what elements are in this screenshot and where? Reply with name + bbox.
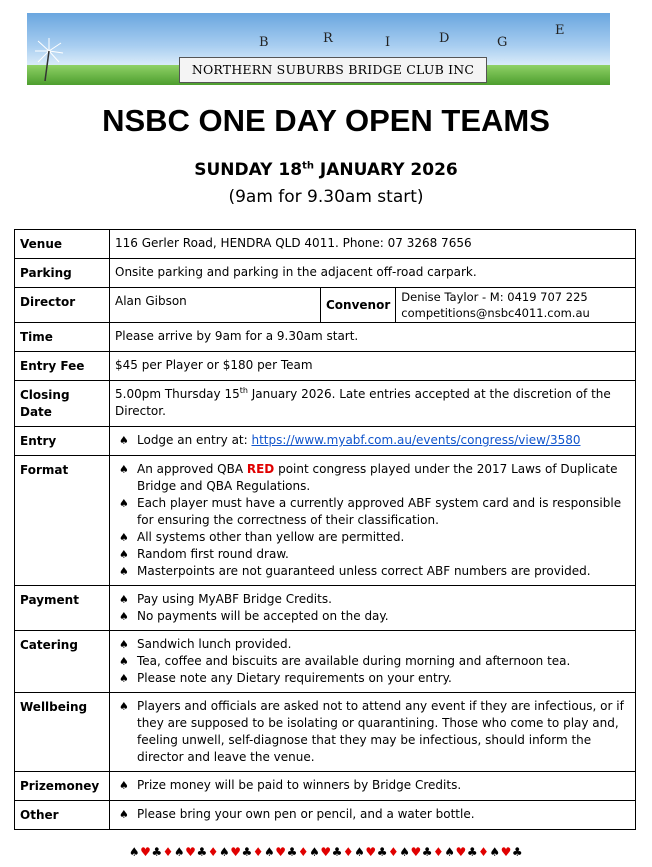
banner-letter: G bbox=[497, 35, 508, 50]
parking-value: Onsite parking and parking in the adjacent off-road carpark. bbox=[110, 259, 636, 288]
venue-value: 116 Gerler Road, HENDRA QLD 4011. Phone: 07 3268 7656 bbox=[110, 230, 636, 259]
event-details-table bbox=[14, 229, 636, 830]
banner-letter: E bbox=[555, 23, 565, 38]
card-suits-border bbox=[0, 845, 652, 859]
list-item: ♠ Please note any Dietary requirements on your entry. bbox=[119, 671, 452, 685]
list-item: ♠ Please bring your own pen or pencil, and a water bottle. bbox=[119, 807, 475, 821]
suit-icon: ♣ bbox=[466, 845, 479, 859]
suit-icon: ♠ bbox=[173, 845, 186, 859]
prizemoney-value bbox=[110, 772, 636, 801]
suit-icon: ♠ bbox=[444, 845, 456, 859]
suit-icon: ♣ bbox=[286, 845, 298, 859]
suit-icon: ♦ bbox=[342, 845, 355, 859]
row-label: Venue bbox=[15, 230, 110, 259]
table-row bbox=[15, 230, 636, 259]
table-row bbox=[15, 381, 636, 427]
list-item: ♠ No payments will be accepted on the day. bbox=[119, 609, 389, 623]
suit-icon: ♠ bbox=[218, 845, 231, 859]
wellbeing-value bbox=[110, 693, 636, 772]
suit-icon: ♠ bbox=[399, 845, 411, 859]
format-value bbox=[110, 456, 636, 586]
row-label: Parking bbox=[15, 259, 110, 288]
suit-icon: ♣ bbox=[196, 845, 208, 859]
row-label: Director bbox=[15, 288, 110, 323]
list-item: ♠ Masterpoints are not guaranteed unless correct ABF numbers are provided. bbox=[119, 564, 591, 578]
convenor-phone: Denise Taylor - M: 0419 707 225 bbox=[401, 290, 588, 304]
suit-icon: ♣ bbox=[511, 845, 524, 859]
red-points-label: RED bbox=[246, 462, 275, 476]
spade-icon: ♠ bbox=[119, 497, 129, 510]
suit-icon: ♥ bbox=[140, 845, 152, 859]
spade-icon: ♠ bbox=[119, 548, 129, 561]
spade-icon: ♠ bbox=[119, 593, 129, 606]
list-item: ♠ An approved QBA RED point congress played under the 2017 Laws of Duplicate Bridge and QBA Regulations. bbox=[119, 462, 618, 493]
list-item: ♠ Tea, coffee and biscuits are available during morning and afternoon tea. bbox=[119, 654, 571, 668]
convenor-value bbox=[396, 288, 636, 323]
director-value: Alan Gibson bbox=[110, 288, 321, 323]
convenor-label: Convenor bbox=[321, 288, 396, 323]
banner-letter: B bbox=[259, 35, 269, 50]
suit-icon: ♠ bbox=[264, 845, 276, 859]
club-banner bbox=[27, 13, 610, 85]
spade-icon: ♠ bbox=[119, 531, 129, 544]
spade-icon: ♠ bbox=[119, 655, 129, 668]
row-label: Wellbeing bbox=[15, 693, 110, 772]
suit-icon: ♠ bbox=[128, 845, 141, 859]
spade-icon: ♠ bbox=[119, 565, 129, 578]
table-row bbox=[15, 259, 636, 288]
suit-icon: ♦ bbox=[433, 845, 445, 859]
list-item: ♠ Each player must have a currently approved ABF system card and is responsible for ensuring the correctness of their classification. bbox=[119, 496, 622, 527]
closing-date-value: 5.00pm Thursday 15th January 2026. Late entries accepted at the discretion of the Director. bbox=[110, 381, 636, 427]
row-label: Closing Date bbox=[15, 381, 110, 427]
banner-letter: D bbox=[439, 31, 450, 46]
suit-icon: ♥ bbox=[275, 845, 287, 859]
list-item: ♠ Prize money will be paid to winners by Bridge Credits. bbox=[119, 778, 462, 792]
list-item: ♠ Lodge an entry at: https://www.myabf.com.au/events/congress/view/3580 bbox=[119, 433, 581, 447]
row-label: Other bbox=[15, 801, 110, 830]
suit-icon: ♦ bbox=[252, 845, 265, 859]
suit-icon: ♦ bbox=[162, 845, 174, 859]
list-item: ♠ All systems other than yellow are permitted. bbox=[119, 530, 405, 544]
spade-icon: ♠ bbox=[119, 463, 129, 476]
table-row bbox=[15, 352, 636, 381]
table-row bbox=[15, 693, 636, 772]
suit-icon: ♥ bbox=[365, 845, 377, 859]
suit-icon: ♦ bbox=[478, 845, 490, 859]
suit-icon: ♥ bbox=[500, 845, 512, 859]
suit-icon: ♠ bbox=[354, 845, 366, 859]
event-date: SUNDAY 18th JANUARY 2026 bbox=[194, 160, 458, 180]
suit-icon: ♥ bbox=[185, 845, 197, 859]
spade-icon: ♠ bbox=[119, 638, 129, 651]
suit-icon: ♣ bbox=[241, 845, 253, 859]
entry-link[interactable]: https://www.myabf.com.au/events/congress/view/3580 bbox=[251, 433, 581, 447]
spade-icon: ♠ bbox=[119, 700, 129, 713]
spade-icon: ♠ bbox=[119, 434, 129, 447]
list-item: ♠ Pay using MyABF Bridge Credits. bbox=[119, 592, 332, 606]
page-title: NSBC ONE DAY OPEN TEAMS bbox=[102, 103, 550, 138]
suit-icon: ♥ bbox=[455, 845, 467, 859]
suit-icon: ♣ bbox=[421, 845, 434, 859]
list-item: ♠ Players and officials are asked not to attend any event if they are infectious, or if they are supposed to be isolating or quarantining. Those who come to play and, feeling unwell, self-diagnose that they may be infectious, should inform the director and leave the venue. bbox=[119, 699, 624, 764]
table-row bbox=[15, 801, 636, 830]
table-row bbox=[15, 323, 636, 352]
suit-icon: ♥ bbox=[410, 845, 422, 859]
list-item: ♠ Random first round draw. bbox=[119, 547, 289, 561]
suit-icon: ♦ bbox=[297, 845, 310, 859]
table-row bbox=[15, 631, 636, 693]
catering-value bbox=[110, 631, 636, 693]
row-label: Entry bbox=[15, 427, 110, 456]
table-row bbox=[15, 288, 636, 323]
row-label: Catering bbox=[15, 631, 110, 693]
row-label: Entry Fee bbox=[15, 352, 110, 381]
table-row bbox=[15, 456, 636, 586]
suit-icon: ♣ bbox=[151, 845, 163, 859]
suit-icon: ♣ bbox=[331, 845, 343, 859]
suit-icon: ♥ bbox=[230, 845, 242, 859]
suit-icon: ♦ bbox=[207, 845, 219, 859]
payment-value bbox=[110, 586, 636, 631]
table-row bbox=[15, 772, 636, 801]
convenor-email[interactable]: competitions@nsbc4011.com.au bbox=[401, 306, 590, 320]
other-value bbox=[110, 801, 636, 830]
suit-icon: ♠ bbox=[309, 845, 321, 859]
banner-letter: R bbox=[323, 31, 333, 46]
table-row bbox=[15, 586, 636, 631]
entry-fee-value: $45 per Player or $180 per Team bbox=[110, 352, 636, 381]
spade-icon: ♠ bbox=[119, 808, 129, 821]
row-label: Format bbox=[15, 456, 110, 586]
club-name: NORTHERN SUBURBS BRIDGE CLUB INC bbox=[179, 57, 487, 83]
entry-value bbox=[110, 427, 636, 456]
suit-icon: ♠ bbox=[489, 845, 501, 859]
row-label: Time bbox=[15, 323, 110, 352]
banner-letter: I bbox=[385, 35, 391, 50]
spade-icon: ♠ bbox=[119, 779, 129, 792]
suit-icon: ♦ bbox=[387, 845, 400, 859]
suit-icon: ♣ bbox=[376, 845, 388, 859]
row-label: Prizemoney bbox=[15, 772, 110, 801]
suit-icon: ♥ bbox=[320, 845, 332, 859]
spade-icon: ♠ bbox=[119, 610, 129, 623]
time-value: Please arrive by 9am for a 9.30am start. bbox=[110, 323, 636, 352]
row-label: Payment bbox=[15, 586, 110, 631]
spade-icon: ♠ bbox=[119, 672, 129, 685]
start-time: (9am for 9.30am start) bbox=[228, 187, 424, 207]
table-row bbox=[15, 427, 636, 456]
list-item: ♠ Sandwich lunch provided. bbox=[119, 637, 292, 651]
